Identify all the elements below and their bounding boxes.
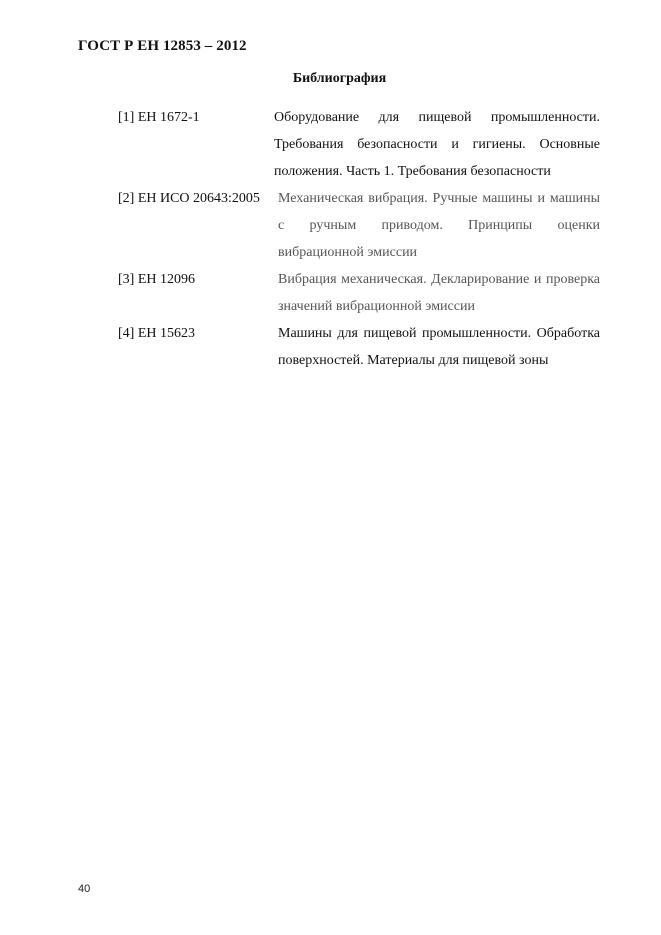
entry-description: Машины для пищевой промышленности. Обработка поверхностей. Материалы для пищевой зоны — [278, 326, 600, 368]
entry-reference: [3] ЕН 12096 — [118, 272, 195, 287]
entry-reference: [4] ЕН 15623 — [118, 326, 195, 341]
document-header: ГОСТ Р ЕН 12853 – 2012 — [78, 38, 247, 54]
entry-reference: [1] ЕН 1672-1 — [118, 110, 200, 125]
bibliography-title: Библиография — [292, 71, 387, 86]
entry-description: Механическая вибрация. Ручные машины и машины с ручным приводом. Принципы оценки вибрационной эмиссии — [278, 191, 600, 260]
bibliography-entry-4 — [118, 320, 600, 374]
page-number: 40 — [78, 883, 91, 895]
entry-description: Оборудование для пищевой промышленности. Требования безопасности и гигиены. Основные положения. Часть 1. Требования безопасности — [274, 110, 600, 179]
bibliography-entry-3 — [118, 266, 600, 320]
bibliography-entry-1 — [118, 104, 600, 185]
entry-description: Вибрация механическая. Декларирование и проверка значений вибрационной эмиссии — [278, 272, 600, 314]
bibliography-list — [118, 104, 600, 374]
entry-reference: [2] ЕН ИСО 20643:2005 — [118, 191, 260, 206]
bibliography-entry-2 — [118, 185, 600, 266]
